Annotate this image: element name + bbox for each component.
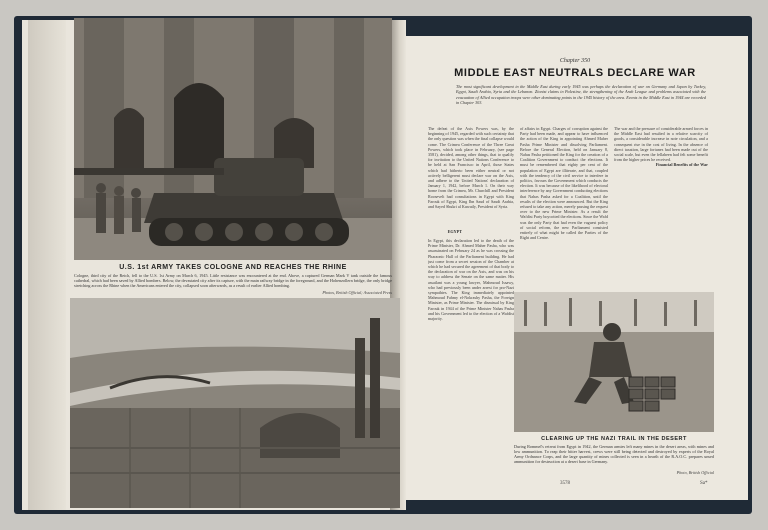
desert-mines-illustration bbox=[514, 292, 714, 432]
left-caption-credit: Photos, British Official; Associated Press bbox=[322, 290, 392, 295]
column-1b-text: In Egypt, this declaration led to the death of the Prime Minister, Dr. Ahmed Maher Pasha, who was assassinated on February 24 as he was crossing the Pharaonic Hall of the Parliament building. He had just come from a secret session of the Chamber at which he had secured the agreement of that body to the declaration of war on the Axis, and was on his way to address the Senate on the same matter. His assailant was a young lawyer, Mahmoud Issawy, who had previously been under arrest for pro-Nazi sympathies. The King immediately appointed Mahmoud Fahmy el-Nokrashy Pasha, the Foreign Minister, as Prime Minister. The dismissal by King Farouk in 1944 of the Prime Minister Nahas Pasha and his Government led to the election of a Wafdist majority. bbox=[428, 238, 514, 322]
left-caption-body: Cologne, third city of the Reich, fell to the U.S. 1st Army on March 6, 1945. Little resistance was encountered at the end. Above, a captured German Mark V tank outside the famous cathedral, which had been saved by Allied bombers. Below, the devastated city after its capture, with the main railway bridge in the foreground, and the Hohenzollern bridge, the only bridge stretching across the Rhine when the Americans entered the city, collapsed soon afterwards, as a result of earlier Allied bombing. bbox=[74, 273, 392, 288]
desert-photo-credit: Photo, British Official bbox=[676, 470, 714, 475]
chapter-headline: MIDDLE EAST NEUTRALS DECLARE WAR bbox=[454, 67, 696, 79]
chapter-intro: The most significant development in the Middle East during early 1945 was perhaps the declaration of war on Germany and Japan by Turkey, Egypt, Saudi Arabia, Syria and the Lebanon. Zionist claims in Palestine, the strengthening of the Arab League and problems associated with the evacuation of Allied occupation troops were other dominating points in the 1945 history of the area. Events in the Middle East in 1944 are recorded in Chapter 303. bbox=[456, 84, 706, 106]
column-1-text: The defeat of the Axis Powers was, by the beginning of 1945, regarded with such certainty that the only question was when the final collapse would come. The Crimea Conference of the Three Great Powers, which took place in February, (see page 3581), decided, among other things, that to qualify for invitation to the United Nations Conference to be held at San Francisco in April, those States which had hitherto been either neutral or not actively belligerent must declare war on the Axis, and adhere to the United Nations' declaration of January 1, 1942, before March 1. On their way home from the Crimea, Mr. Churchill and President Roosevelt had consultations in Egypt with King Farouk of Egypt, King Ibn Saud of Saudi Arabia, and Sayed Shukri al Kuwatly, President of Syria. bbox=[428, 126, 514, 210]
page-signature: Sa* bbox=[700, 481, 708, 486]
page-edge bbox=[28, 20, 66, 510]
desert-photo-title: CLEARING UP THE NAZI TRAIL IN THE DESERT bbox=[541, 436, 687, 442]
column-3-text: The war and the pressure of considerable armed forces in the Middle East had resulted in a relative scarcity of goods, a considerable increase in note circulation, and a consequent rise in the cost of living. In the absence of direct taxation, large fortunes had been made out of the social scale, but even the fellaheen had felt some benefit from the higher prices he received. bbox=[614, 126, 708, 163]
column-2-text: of affairs in Egypt. Charges of corruption against the Party had been made, and appear to have influenced the action of the King in appointing Ahmed Maher Pasha Prime Minister and dissolving Parliament. Before the General Election, held on January 8, Nahas Pasha petitioned the King for the creation of a Coalition Government to conduct the elections. It must be remembered that eighty per cent of the population of Egypt are illiterate, and that, coupled with the tendency of the civil service to interfere in politics, favours the Government which conducts the election. It was because of the likelihood of electoral interference by any Government conducting elections that Nahas Pasha asked for a Coalition, until the results of the election were announced. But the King refused to take any action, merely passing the request over to the new Prime Minister. As a result the Wafdist Party boycotted the elections. Since the Wafd was the only Party that had even the vaguest policy of social reform, the new Parliament consisted entirely of what might be called the Parties of the Right and Centre. bbox=[520, 126, 608, 241]
page-number: 3578 bbox=[560, 481, 570, 486]
cologne-aerial-illustration bbox=[70, 298, 400, 508]
cologne-aerial-photo bbox=[70, 298, 400, 508]
egypt-sidehead: EGYPT bbox=[447, 229, 462, 234]
financial-benefits-sidehead: Financial Benefits of the War bbox=[655, 162, 708, 167]
chapter-number: Chapter 350 bbox=[559, 58, 591, 64]
desert-mines-photo bbox=[514, 292, 714, 432]
desert-photo-caption: During Rommel's retreat from Egypt in 1942, the German armies left many mines in the desert areas, with mines and low ammunition. To reap their bitter harvest, crews were still being detected and destroyed by experts of the Royal Army Ordnance Corps, and the large quantity of mines collected is seen in a hearth of the R.A.O.C. prepares unsed ammunition for destruction at a desert base in Germany. bbox=[514, 444, 714, 464]
tank-cathedral-photo bbox=[74, 18, 392, 260]
left-caption-title: U.S. 1st ARMY TAKES COLOGNE AND REACHES THE RHINE bbox=[119, 264, 347, 271]
tank-cathedral-illustration bbox=[74, 18, 392, 260]
